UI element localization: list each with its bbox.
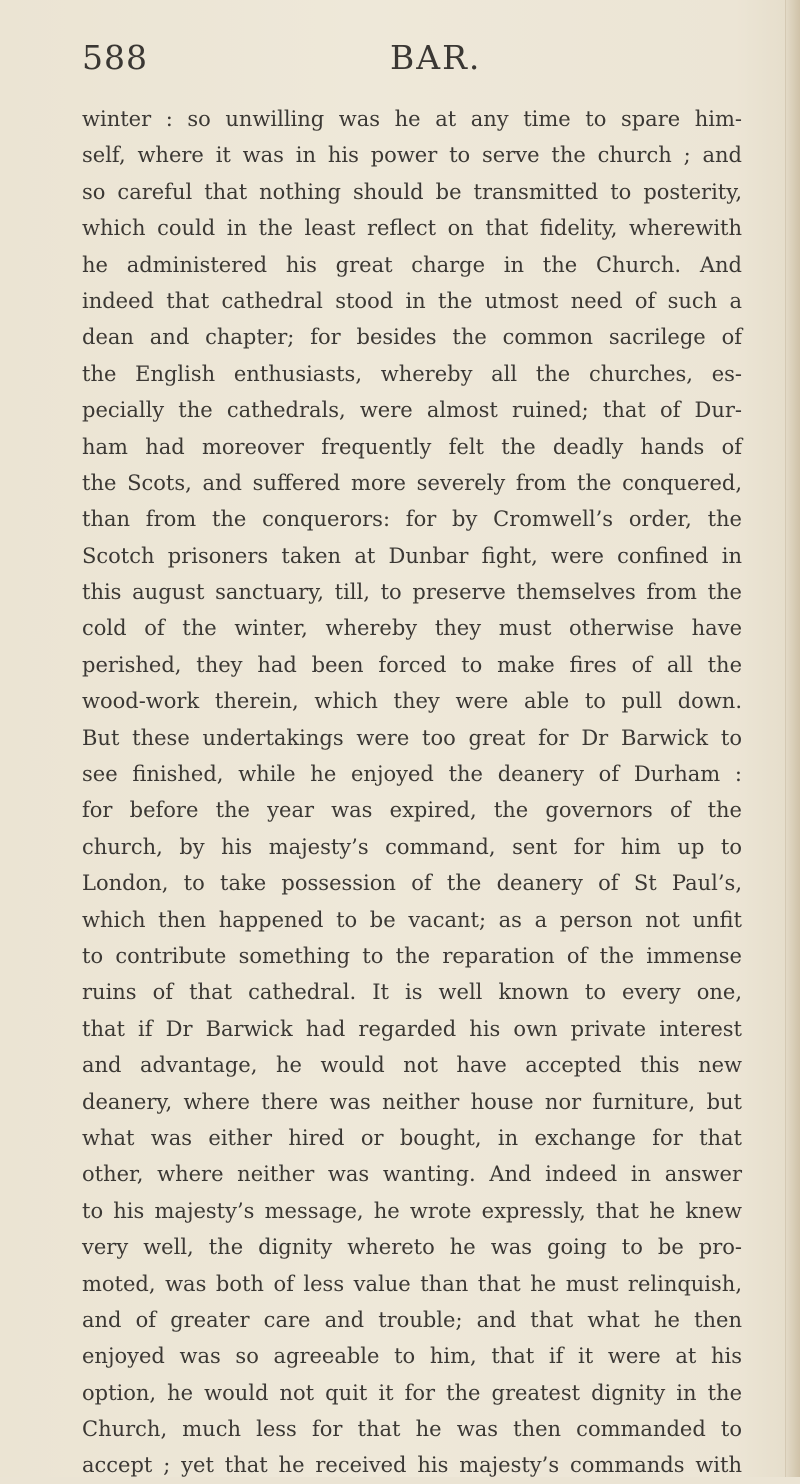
text-line: the Scots, and suffered more severely from the conquered,: [82, 470, 742, 495]
text-line: this august sanctuary, till, to preserve themselves from the: [82, 580, 742, 605]
text-line: winter : so unwilling was he at any time to spare him-: [82, 107, 742, 131]
text-line: he administered his great charge in the Church. And: [82, 252, 742, 277]
body-text: [82, 101, 742, 1484]
page-binding-edge: [785, 0, 800, 1477]
running-head: BAR.: [390, 38, 482, 77]
text-line: for before the year was expired, the governors of the: [82, 798, 742, 823]
text-line: and advantage, he would not have accepted this new: [82, 1053, 742, 1078]
text-line: to contribute something to the reparation of the immense: [82, 943, 742, 968]
text-line: which could in the least reflect on that fidelity, wherewith: [82, 216, 742, 241]
text-line: dean and chapter; for besides the common sacrilege of: [82, 325, 742, 350]
text-line: Church, much less for that he was then commanded to: [82, 1417, 742, 1442]
text-line: But these undertakings were too great for Dr Barwick to: [82, 725, 742, 750]
text-line: cold of the winter, whereby they must otherwise have: [82, 616, 742, 641]
text-line: London, to take possession of the deanery of St Paul’s,: [82, 871, 742, 896]
text-line: other, where neither was wanting. And indeed in answer: [82, 1162, 742, 1187]
page-number: 588: [82, 38, 148, 77]
text-line: pecially the cathedrals, were almost ruined; that of Dur-: [82, 398, 742, 423]
text-line: church, by his majesty’s command, sent for him up to: [82, 834, 742, 859]
text-line: to his majesty’s message, he wrote expressly, that he knew: [82, 1198, 742, 1223]
text-line: moted, was both of less value than that he must relinquish,: [82, 1271, 742, 1296]
text-line: very well, the dignity whereto he was going to be pro-: [82, 1235, 742, 1260]
text-line: ruins of that cathedral. It is well known to every one,: [82, 980, 742, 1005]
text-line: what was either hired or bought, in exchange for that: [82, 1125, 742, 1150]
text-line: that if Dr Barwick had regarded his own private interest: [82, 1016, 742, 1041]
text-line: deanery, where there was neither house nor furniture, but: [82, 1089, 742, 1114]
text-line: enjoyed was so agreeable to him, that if it were at his: [82, 1344, 742, 1369]
text-line: perished, they had been forced to make fires of all the: [82, 652, 742, 677]
text-line: than from the conquerors: for by Cromwell’s order, the: [82, 507, 742, 532]
page-header: [82, 38, 742, 86]
text-line: the English enthusiasts, whereby all the churches, es-: [82, 361, 742, 386]
text-line: Scotch prisoners taken at Dunbar fight, were confined in: [82, 543, 742, 568]
text-line: which then happened to be vacant; as a person not unfit: [82, 907, 742, 932]
text-line: self, where it was in his power to serve the church ; and: [82, 143, 742, 168]
text-line: ham had moreover frequently felt the deadly hands of: [82, 434, 742, 459]
text-line: indeed that cathedral stood in the utmost need of such a: [82, 288, 742, 313]
text-line: accept ; yet that he received his majesty’s commands with: [82, 1453, 742, 1478]
text-line: see finished, while he enjoyed the deanery of Durham :: [82, 762, 742, 787]
text-line: option, he would not quit it for the greatest dignity in the: [82, 1380, 742, 1405]
text-line: and of greater care and trouble; and that what he then: [82, 1307, 742, 1332]
text-line: so careful that nothing should be transmitted to posterity,: [82, 179, 742, 204]
text-line: wood-work therein, which they were able to pull down.: [82, 689, 742, 714]
